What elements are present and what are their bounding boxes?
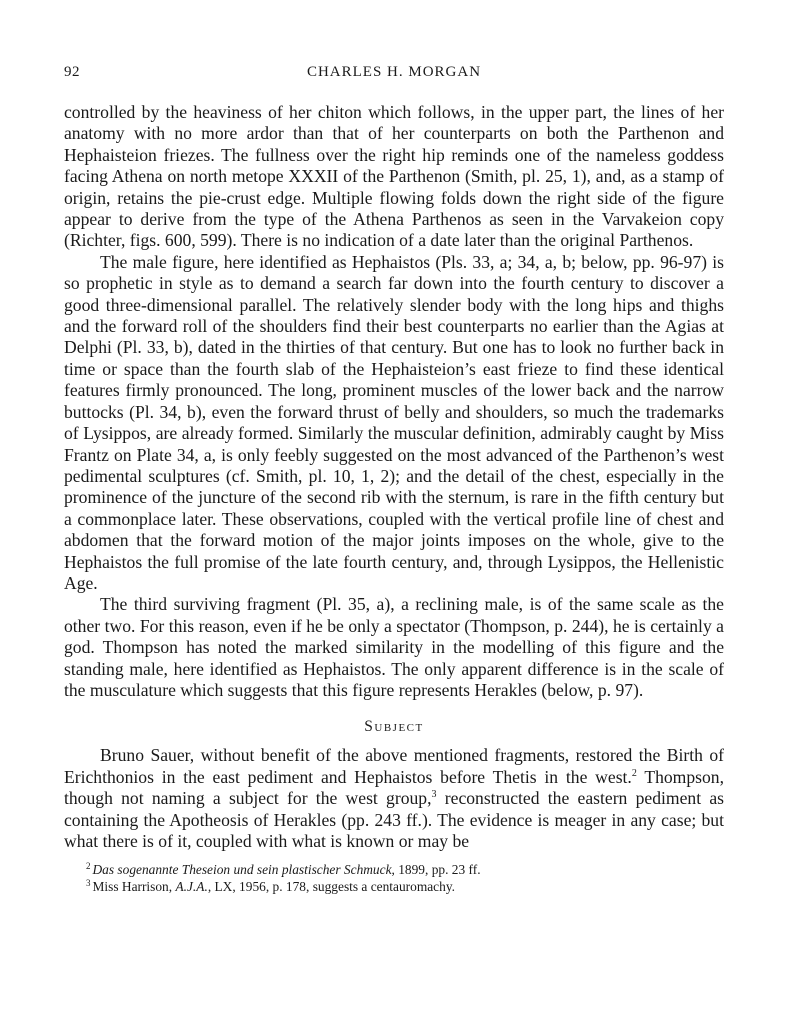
- running-head: CHARLES H. MORGAN: [306, 64, 482, 80]
- footnote-2: [64, 861, 724, 878]
- paragraph-1: controlled by the heaviness of her chiton which follows, in the upper part, the lines of her anatomy with no more ardor than that of her counterparts on both the Parthenon and Hephaisteion friezes. The fullness over the right hip reminds one of the nameless goddess facing Athena on north metope XXXII of the Parthenon (Smith, pl. 25, 1), and, as a stamp of origin, retains the pie-crust edge. Multiple flowing folds down the right side of the figure appear to derive from the type of the Athena Parthenos as seen in the Varvakeion copy (Richter, figs. 600, 599). There is no indication of a date later than the original Parthenos.: [64, 102, 724, 251]
- footnote-number: 2: [86, 860, 91, 871]
- paragraph-3: The third surviving fragment (Pl. 35, a), a reclining male, is of the same scale as the other two. For this reason, even if he be only a spectator (Thompson, p. 244), he is certainly a god. Thompson has noted the marked similarity in the modelling of this figure and the standing male, here identified as Hephaistos. The only apparent difference is in the scale of the musculature which suggests that this figure represents Herakles (below, p. 97).: [64, 594, 724, 700]
- footnote-journal: A.J.A.: [175, 879, 208, 895]
- paragraph-2: The male figure, here identified as Hephaistos (Pls. 33, a; 34, a, b; below, pp. 96-97) is so prophetic in style as to demand a search far down into the fourth century to discover a good three-dimensional parallel. The relatively slender body with the long hips and thighs and the forward roll of the shoulders find their best counterparts no earlier than the Agias at Delphi (Pl. 33, b), dated in the thirties of that century. But one has to look no further back in time or space than the fourth slab of the Hephaisteion’s east frieze to find these identical features firmly pronounced. The long, prominent muscles of the lower back and the narrow buttocks (Pl. 34, b), even the forward thrust of belly and shoulders, so much the trademarks of Lysippos, are already formed. Similarly the muscular definition, admirably caught by Miss Frantz on Plate 34, a, is only feebly suggested on the most advanced of the Parthenon’s west pedimental sculptures (cf. Smith, pl. 10, 1, 2); and the detail of the chest, especially in the prominence of the juncture of the second rib with the sternum, is rare in the fifth century but a commonplace later. These observations, coupled with the vertical profile line of chest and abdomen that the forward motion of the major joints imposes on the whole, give to the Hephaistos the full promise of the late fourth century, and, through Lysippos, the Hellenistic Age.: [64, 251, 724, 593]
- footnote-3: [64, 878, 724, 895]
- page: [64, 64, 724, 895]
- footnote-ref-2: 2: [631, 767, 637, 779]
- footnote-title: Das sogenannte Theseion und sein plastischer Schmuck: [92, 862, 392, 878]
- subject-text-1: Bruno Sauer, without benefit of the above mentioned fragments, restored the Birth of Erichthonios in the east pediment and Hephaistos before Thetis in the west.: [64, 745, 724, 787]
- page-header: [64, 64, 724, 88]
- body-text: [64, 102, 724, 852]
- footnote-number: 3: [86, 877, 91, 888]
- footnote-ref-3: 3: [431, 789, 437, 801]
- footnote-rest: , LX, 1956, p. 178, suggests a centauromachy.: [207, 879, 455, 895]
- footnotes: [64, 861, 724, 895]
- subject-text-2: Thompson, though not naming a subject for the west group,: [64, 766, 724, 809]
- paragraph-subject: [64, 745, 724, 852]
- subject-text-3: reconstructed the eastern pediment as containing the Apotheosis of Herakles (pp. 243 ff.). The evidence is meager in any case; but what there is of it, coupled with what is known or may be: [64, 788, 724, 851]
- footnote-rest: , 1899, pp. 23 ff.: [391, 862, 481, 878]
- section-heading-subject: Subject: [364, 718, 424, 736]
- page-number: 92: [64, 64, 80, 80]
- footnote-pre: Miss Harrison,: [92, 879, 176, 895]
